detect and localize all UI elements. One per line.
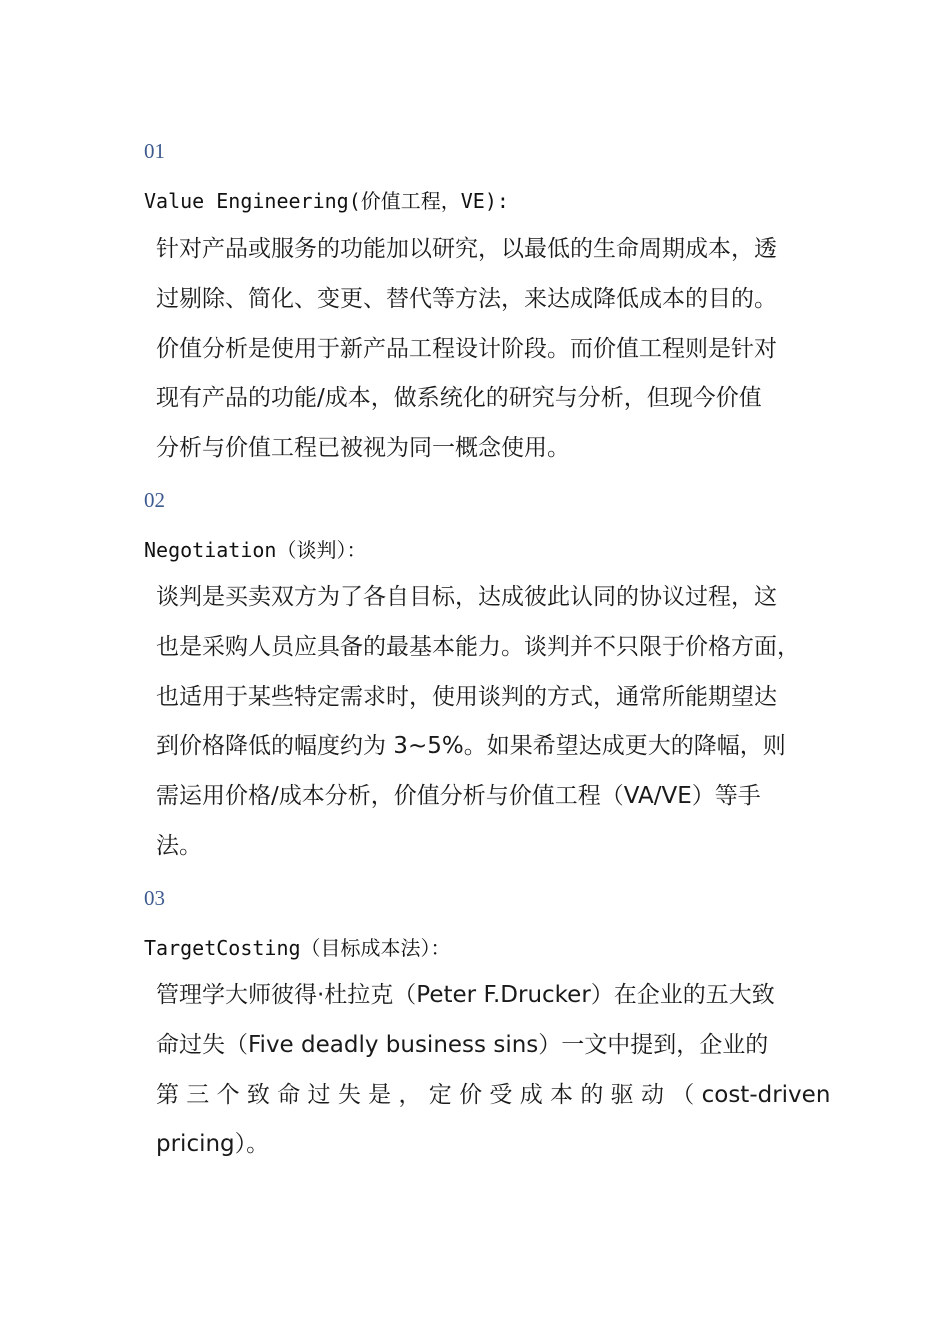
body-line: 命过失（Five deadly business sins）一文中提到，企业的 [156, 1031, 769, 1058]
section-number-01: 01 [144, 139, 165, 163]
section-heading-target-costing: TargetCosting（目标成本法）： [144, 936, 451, 960]
body-line: pricing）。 [156, 1131, 270, 1158]
section-body-target-costing [156, 971, 831, 1170]
section-number-03: 03 [144, 886, 165, 910]
body-line: 需运用价格/成本分析，价值分析与价值工程（VA/VE）等手 [156, 783, 761, 810]
body-line: 过剔除、简化、变更、替代等方法，来达成降低成本的目的。 [156, 285, 777, 312]
body-line: 分析与价值工程已被视为同一概念使用。 [156, 435, 570, 462]
body-line: 谈判是买卖双方为了各自目标，达成彼此认同的协议过程，这 [156, 584, 777, 610]
body-line: 也是采购人员应具备的最基本能力。谈判并不只限于价格方面， [156, 633, 800, 660]
section-body-value-engineering [156, 225, 796, 474]
section-body-negotiation [156, 573, 800, 872]
body-line: 价值分析是使用于新产品工程设计阶段。而价值工程则是针对 [156, 335, 777, 362]
body-line: 针对产品或服务的功能加以研究，以最低的生命周期成本，透 [156, 236, 777, 262]
body-line: 也适用于某些特定需求时，使用谈判的方式，通常所能期望达 [156, 683, 777, 710]
body-line: 第 三 个 致 命 过 失 是 ， 定 价 受 成 本 的 驱 动 （ cost-driven [156, 1081, 831, 1108]
body-line: 到价格降低的幅度约为 3~5%。如果希望达成更大的降幅，则 [156, 733, 786, 760]
body-line: 法。 [156, 832, 202, 859]
body-line: 管理学大师彼得·杜拉克（Peter F.Drucker）在企业的五大致 [156, 982, 775, 1008]
section-heading-value-engineering: Value Engineering(价值工程，VE): [144, 189, 509, 213]
body-line: 现有产品的功能/成本，做系统化的研究与分析，但现今价值 [156, 385, 762, 412]
section-number-02: 02 [144, 488, 165, 512]
section-heading-negotiation: Negotiation（谈判）： [144, 538, 367, 562]
